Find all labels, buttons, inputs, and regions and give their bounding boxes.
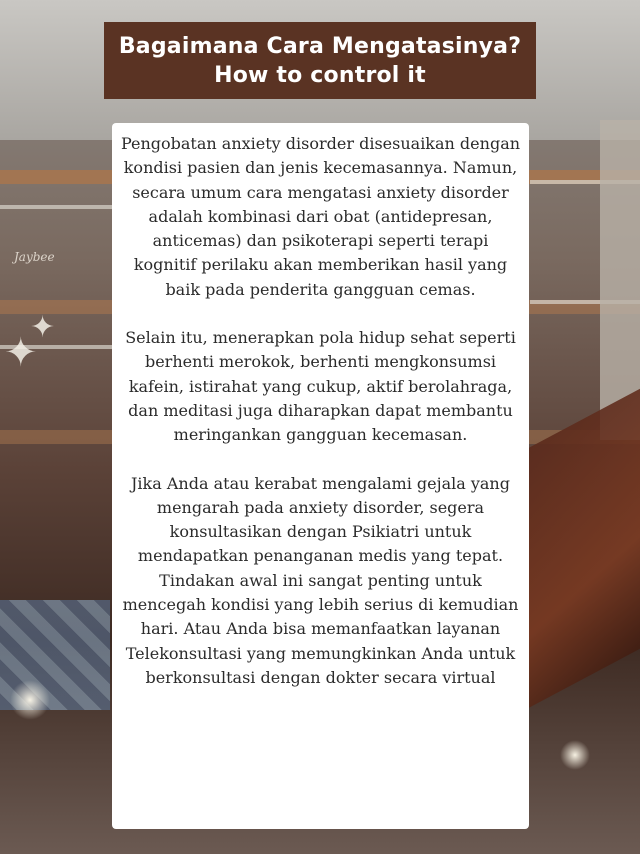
paragraph-treatment: Pengobatan anxiety disorder disesuaikan dengan kondisi pasien dan jenis kecemasannya. Namun, secara umum cara mengatasi anxiety disorder adalah kombinasi dari obat (antidepresan, anticemas) dan psikoterapi seperti terapi kognitif perilaku akan memberikan hasil yang baik pada penderita gangguan cemas. (120, 134, 521, 299)
ceiling-light (560, 740, 590, 770)
star-decoration-icon: ✦ (30, 310, 56, 345)
railing (0, 205, 120, 209)
ceiling-light (10, 680, 50, 720)
content-card (112, 123, 529, 829)
paragraph-lifestyle: Selain itu, menerapkan pola hidup sehat seperti berhenti merokok, berhenti mengkonsumsi kafein, istirahat yang cukup, aktif berolahraga, dan meditasi juga diharapkan dapat membantu meringankan gangguan kecemasan. (125, 328, 516, 445)
star-decoration-icon: ✦ (4, 330, 38, 376)
escalator (520, 367, 640, 712)
title-banner (104, 22, 536, 99)
title-indonesian: Bagaimana Cara Mengatasinya? (118, 33, 522, 59)
paragraph-consultation: Jika Anda atau kerabat mengalami gejala yang mengarah pada anxiety disorder, segera konsultasikan dengan Psikiatri untuk mendapatkan penanganan medis yang tepat. Tindakan awal ini sangat penting untuk mencegah kondisi yang lebih serius di kemudian hari. Atau Anda bisa memanfaatkan layanan Telekonsultasi yang memungkinkan Anda untuk berkonsultasi dengan dokter secara virtual (122, 473, 519, 687)
store-sign: Jaybee (14, 250, 55, 264)
title-english: How to control it (214, 62, 426, 88)
